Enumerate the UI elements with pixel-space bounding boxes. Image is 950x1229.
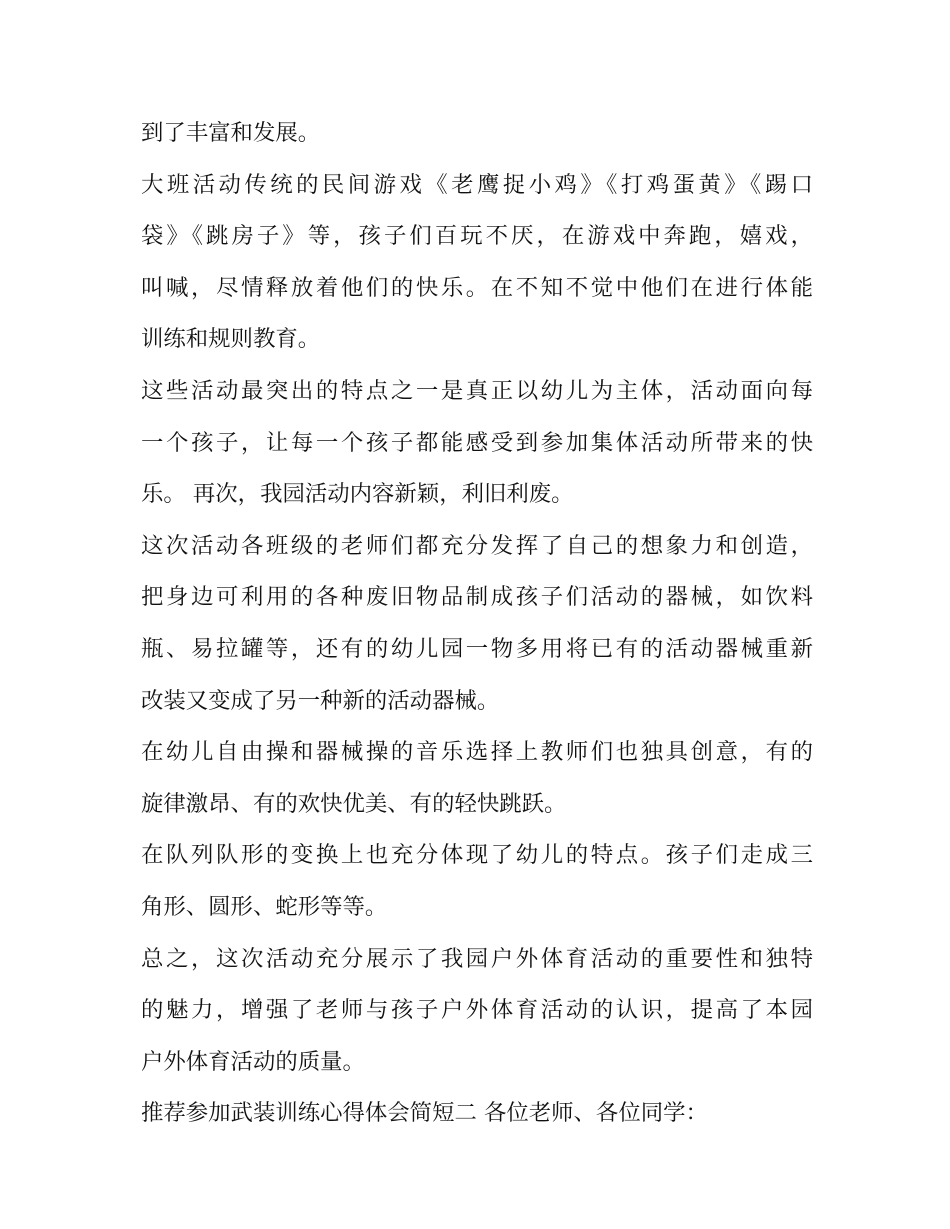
text-line: 在队列队形的变换上也充分体现了幼儿的特点。孩子们走成三 xyxy=(141,842,813,869)
text-line: 总之，这次活动充分展示了我园户外体育活动的重要性和独特 xyxy=(141,945,813,972)
text-line: 改装又变成了另一种新的活动器械。 xyxy=(141,687,500,714)
text-line: 把身边可利用的各种废旧物品制成孩子们活动的器械，如饮料 xyxy=(141,584,813,611)
text-line: 训练和规则教育。 xyxy=(141,326,321,353)
text-line: 这次活动各班级的老师们都充分发挥了自己的想象力和创造， xyxy=(141,532,813,559)
text-line: 推荐参加武装训练心得体会简短二 各位老师、各位同学： xyxy=(141,1100,708,1127)
text-line: 乐。 再次，我园活动内容新颖，利旧利废。 xyxy=(141,481,574,508)
text-line: 一个孩子，让每一个孩子都能感受到参加集体活动所带来的快 xyxy=(141,429,813,456)
text-line: 的魅力，增强了老师与孩子户外体育活动的认识，提高了本园 xyxy=(141,997,813,1024)
text-line: 角形、圆形、蛇形等等。 xyxy=(141,893,388,920)
document-body xyxy=(141,108,813,1140)
text-line: 叫喊，尽情释放着他们的快乐。在不知不觉中他们在进行体能 xyxy=(141,274,813,301)
text-line: 在幼儿自由操和器械操的音乐选择上教师们也独具创意，有的 xyxy=(141,739,813,766)
text-line: 旋律激昂、有的欢快优美、有的轻快跳跃。 xyxy=(141,790,567,817)
text-line: 瓶、易拉罐等，还有的幼儿园一物多用将已有的活动器械重新 xyxy=(141,635,813,662)
text-line: 大班活动传统的民间游戏《老鹰捉小鸡》《打鸡蛋黄》《踢口 xyxy=(141,171,813,198)
text-line: 袋》《跳房子》等，孩子们百玩不厌，在游戏中奔跑，嬉戏， xyxy=(141,223,813,250)
text-line: 到了丰富和发展。 xyxy=(141,120,321,146)
text-line: 户外体育活动的质量。 xyxy=(141,1048,365,1075)
text-line: 这些活动最突出的特点之一是真正以幼儿为主体，活动面向每 xyxy=(141,377,813,404)
